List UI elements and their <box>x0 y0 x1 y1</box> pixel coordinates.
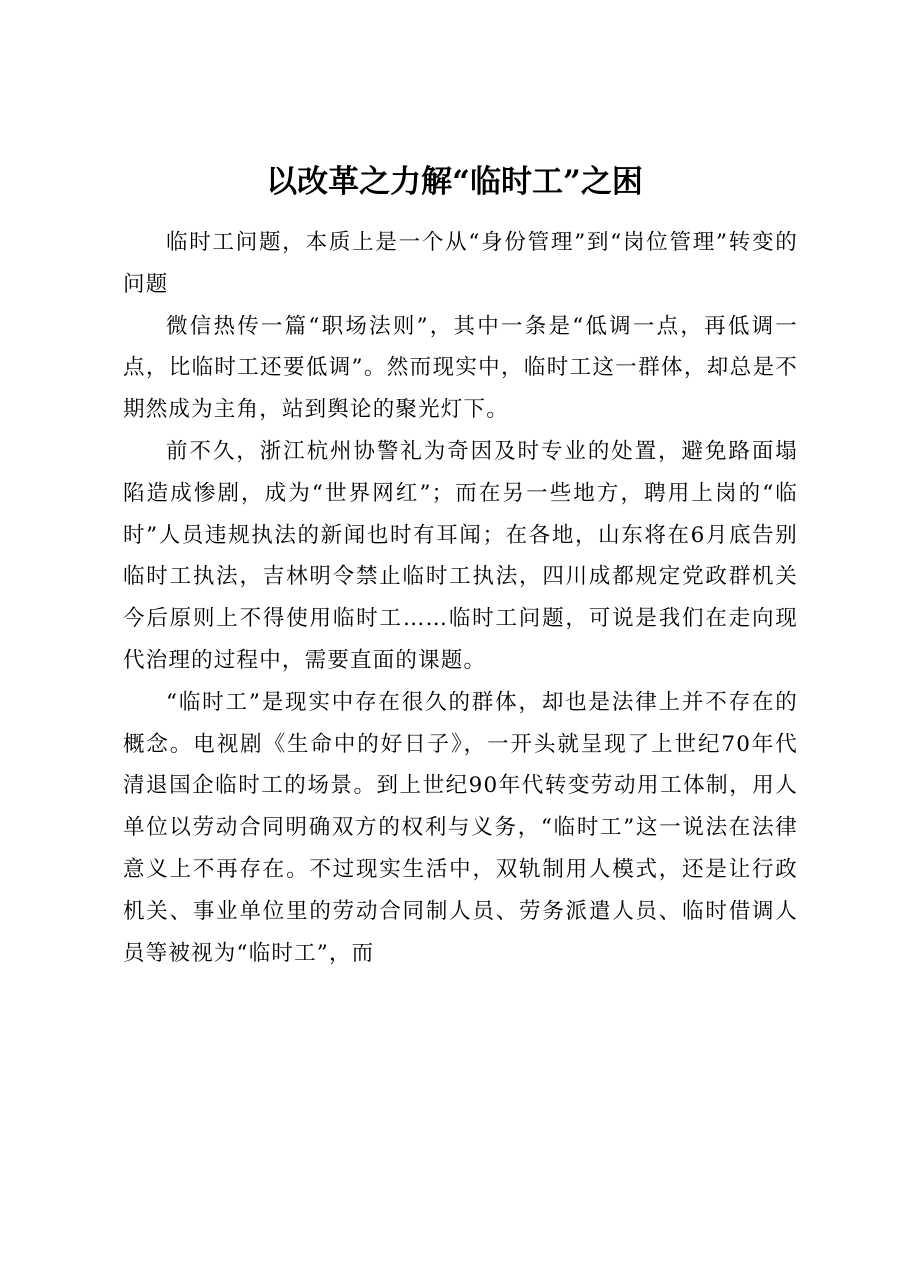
document-title: 以改革之力解“临时工”之困 <box>266 164 643 200</box>
paragraph-4: “临时工”是现实中存在很久的群体，却也是法律上并不存在的概念。电视剧《生命中的好日子》，一开头就呈现了上世纪70年代清退国企临时工的场景。到上世纪90年代转变劳动用工体制，用人单位以劳动合同明确双方的权利与义务，“临时工”这一说法在法律意义上不再存在。不过现实生活中，双轨制用人模式，还是让行政机关、事业单位里的劳动合同制人员、劳务派遣人员、临时借调人员等被视为“临时工”，而 <box>123 689 798 966</box>
paragraph-1: 临时工问题，本质上是一个从“身份管理”到“岗位管理”转变的问题 <box>123 230 798 297</box>
paragraph-3: 前不久，浙江杭州协警礼为奇因及时专业的处置，避免路面塌陷造成惨剧，成为“世界网红”；而在另一些地方，聘用上岗的“临时”人员违规执法的新闻也时有耳闻；在各地，山东将在6月底告别临时工执法，吉林明令禁止临时工执法，四川成都规定党政群机关今后原则上不得使用临时工……临时工问题，可说是我们在走向现代治理的过程中，需要直面的课题。 <box>123 438 798 673</box>
paragraph-2: 微信热传一篇“职场法则”，其中一条是“低调一点，再低调一点，比临时工还要低调”。然而现实中，临时工这一群体，却总是不期然成为主角，站到舆论的聚光灯下。 <box>123 313 798 423</box>
document-body <box>123 222 798 974</box>
